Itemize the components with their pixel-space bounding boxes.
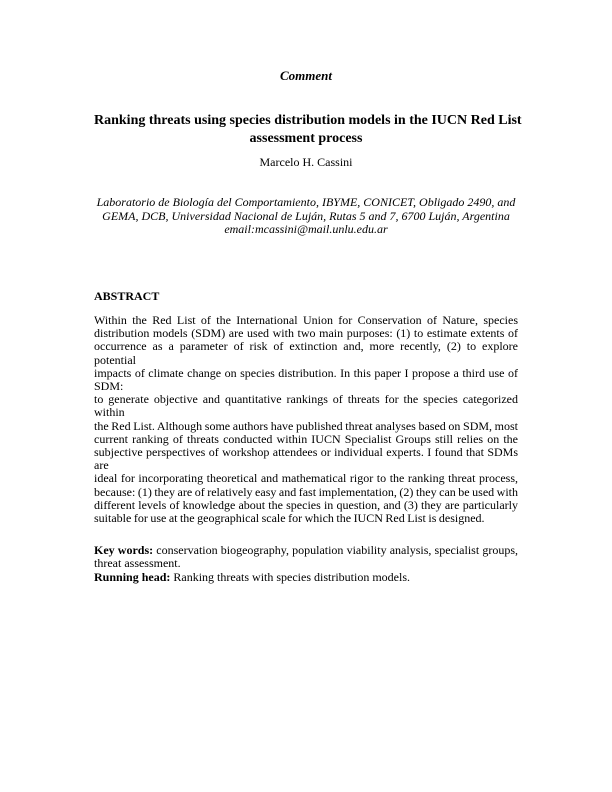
- text-line: different levels of knowledge about the species in question, and (3) they are particularly: [94, 497, 518, 512]
- keywords-paragraph: [94, 544, 518, 570]
- text-line: email:mcassini@mail.unlu.edu.ar: [224, 222, 388, 237]
- running-head-paragraph: [94, 571, 518, 584]
- text-line: Laboratorio de Biología del Comportamiento, IBYME, CONICET, Obligado 2490, and: [96, 195, 516, 210]
- author-name: Marcelo H. Cassini: [259, 155, 353, 169]
- text-line: Ranking threats using species distribution models in the IUCN Red List: [94, 113, 522, 128]
- paper-title: [94, 112, 522, 148]
- text-line: ideal for incorporating theoretical and mathematical rigor to the ranking threat process,: [94, 471, 518, 486]
- author-affiliation: [94, 196, 518, 237]
- text-line: occurrence as a parameter of risk of extinction and, more recently, (2) to explore potential: [94, 339, 518, 367]
- text-line: to generate objective and quantitative rankings of threats for the species categorized within: [94, 392, 518, 420]
- text-line: current ranking of threats conducted within IUCN Specialist Groups still relies on the: [94, 431, 518, 446]
- text-line: subjective perspectives of workshop attendees or individual experts. I found that SDMs are: [94, 444, 518, 473]
- text-line: GEMA, DCB, Universidad Nacional de Luján, Rutas 5 and 7, 6700 Luján, Argentina: [102, 208, 510, 223]
- abstract-text: [94, 314, 518, 525]
- text-line: the Red List. Although some authors have published threat analyses based on SDM, most: [94, 418, 518, 433]
- text-line: Within the Red List of the International Union for Conservation of Nature, species: [94, 312, 518, 327]
- keywords-label: Key words:: [94, 543, 154, 558]
- running-head-label: Running head:: [94, 569, 171, 584]
- keywords-text: conservation biogeography, population viability analysis, specialist groups, threat assessment.: [94, 543, 518, 571]
- text-line: impacts of climate change on species distribution. In this paper I propose a third use of SDM:: [94, 365, 518, 393]
- running-head-text: Ranking threats with species distribution models.: [173, 569, 411, 584]
- text-line: distribution models (SDM) are used with two main purposes: (1) to estimate extents of: [94, 326, 518, 341]
- text-line: suitable for use at the geographical scale for which the IUCN Red List is designed.: [94, 510, 485, 525]
- section-label: Comment: [279, 68, 332, 83]
- abstract-heading: ABSTRACT: [94, 288, 160, 303]
- text-line: assessment process: [249, 131, 363, 146]
- text-line: because: (1) they are of relatively easy and fast implementation, (2) they can be used with: [94, 484, 518, 499]
